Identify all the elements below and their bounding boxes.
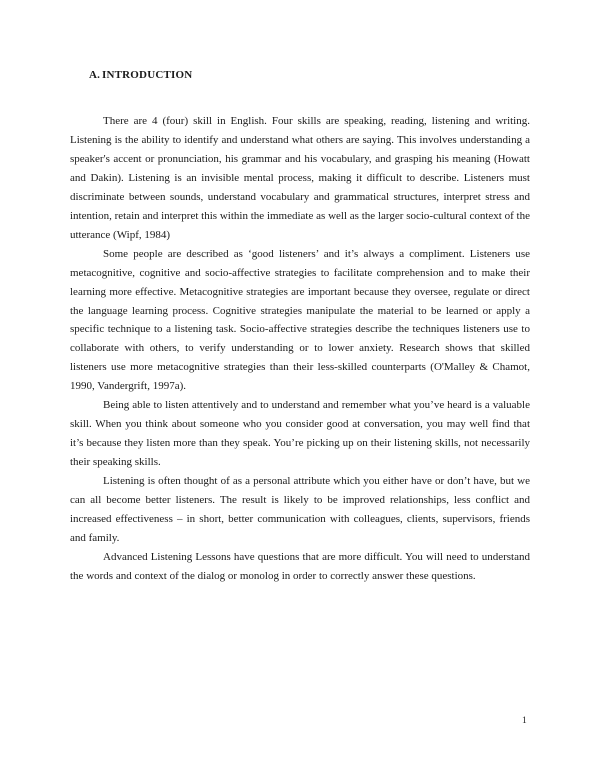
section-title: INTRODUCTION	[102, 69, 193, 81]
paragraph-5: Advanced Listening Lessons have questions that are more difficult. You will need to understand the words and context of the dialog or monolog in order to correctly answer these questions.	[70, 550, 530, 582]
paragraph-3: Being able to listen attentively and to understand and remember what you’ve heard is a valuable skill. When you think about someone who you consider good at conversation, you may well find that it’s because they listen more than they speak. You’re picking up on their listening skills, not necessarily their speaking skills.	[70, 399, 530, 469]
paragraph-4: Listening is often thought of as a personal attribute which you either have or don’t have, but we can all become better listeners. The result is likely to be improved relationships, less conflict and increased effectiveness – in short, better communication with colleagues, clients, supervisors, friends and family.	[70, 475, 530, 544]
page-number: 1	[522, 716, 527, 726]
section-number: A.	[89, 69, 101, 81]
paragraph-1: There are 4 (four) skill in English. Four skills are speaking, reading, listening and writing. Listening is the ability to identify and understand what others are saying. This involves understanding a speaker's accent or pronunciation, his grammar and his vocabulary, and grasping his meaning (Howatt and Dakin). Listening is an invisible mental process, making it difficult to describe. Listeners must discriminate between sounds, understand vocabulary and grammatical structures, interpret stress and intention, retain and interpret this within the immediate as well as the larger socio-cultural context of the utterance (Wipf, 1984)	[70, 115, 530, 241]
body-text	[70, 112, 530, 586]
paragraph-2: Some people are described as ‘good listeners’ and it’s always a compliment. Listeners use metacognitive, cognitive and socio-affective strategies to facilitate comprehension and to make their learning more effective. Metacognitive strategies are important because they oversee, regulate or direct the language learning process. Cognitive strategies manipulate the material to be learned or apply a specific technique to a listening task. Socio-affective strategies describe the techniques listeners use to collaborate with others, to verify understanding or to lower anxiety. Research shows that skilled listeners use more metacognitive strategies than their less-skilled counterparts (O'Malley & Chamot, 1990, Vandergrift, 1997a).	[70, 247, 530, 393]
section-heading	[89, 69, 192, 81]
